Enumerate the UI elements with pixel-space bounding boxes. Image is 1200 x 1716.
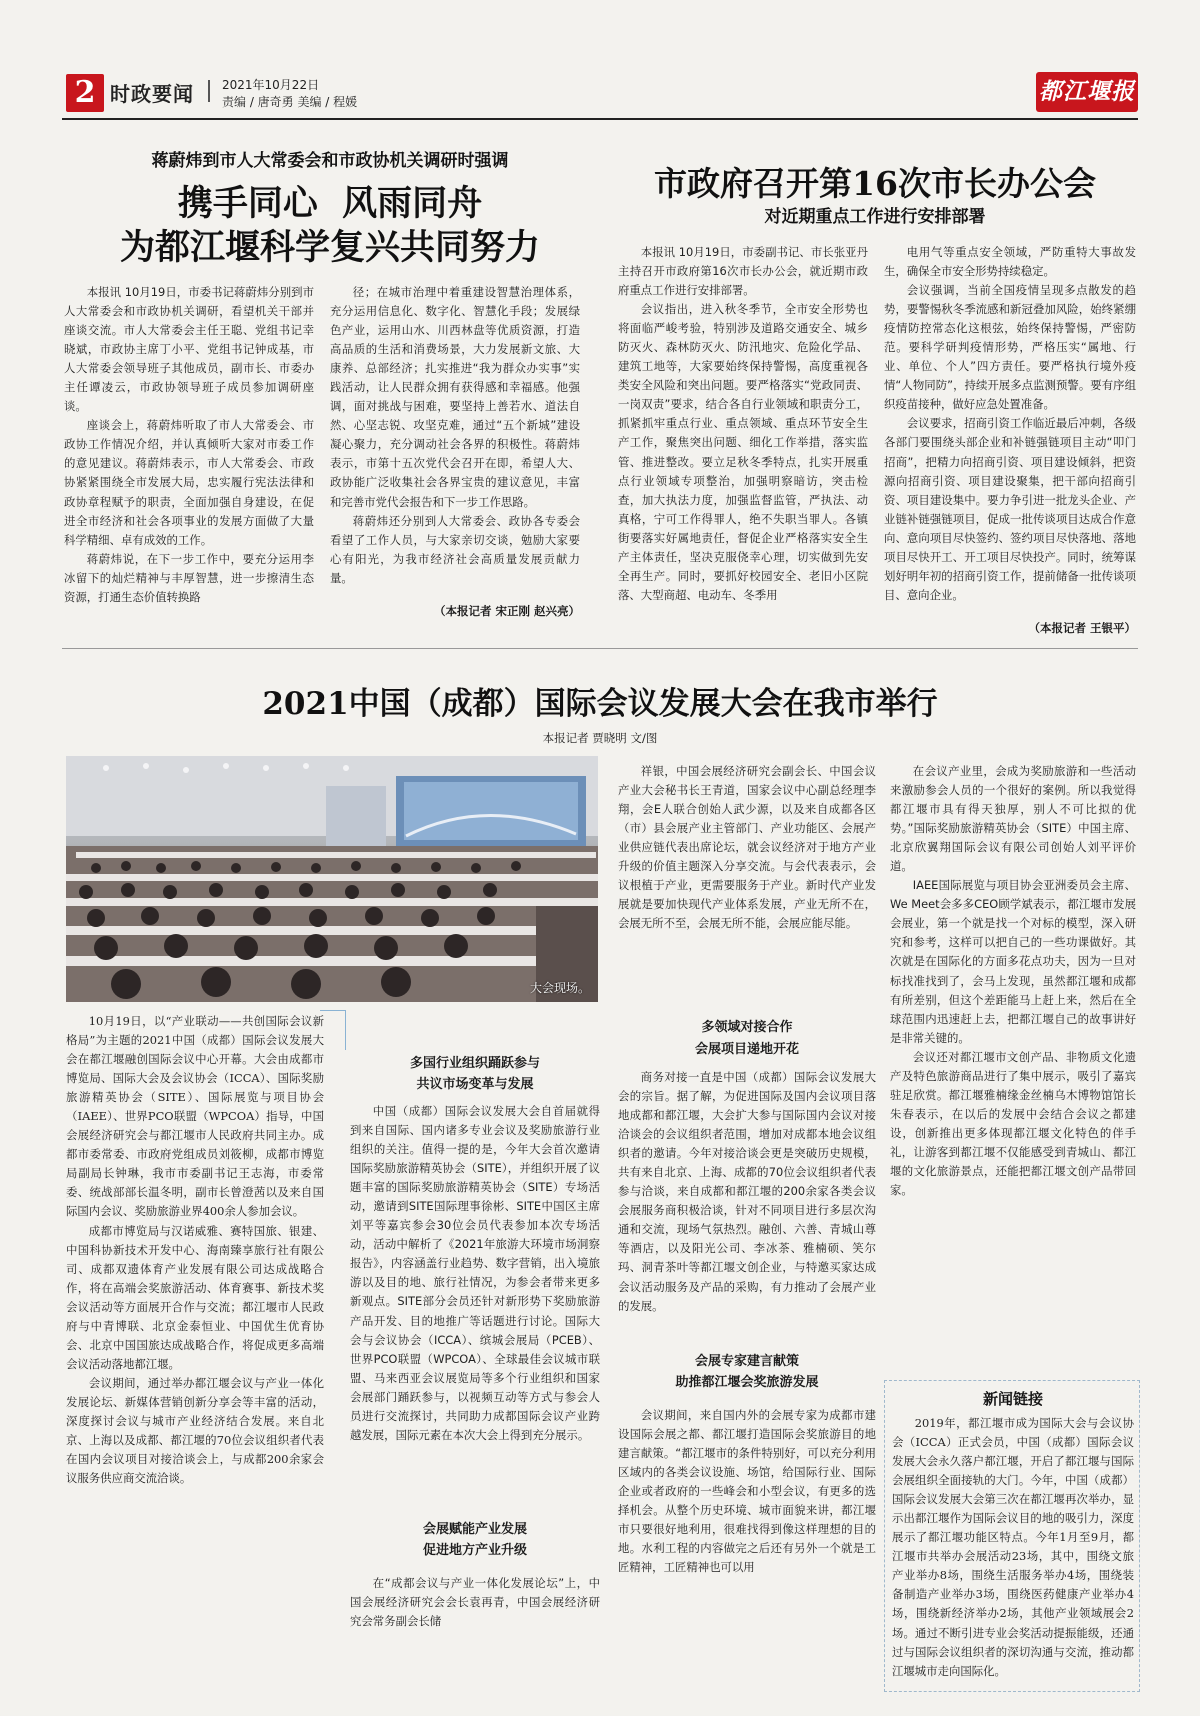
news-link-body (892, 1414, 1134, 1686)
col3c-subtitle-line1: 会展专家建言献策 (694, 1354, 799, 1369)
paragraph: 祥银，中国会展经济研究会副会长、中国会议产业大会秘书长王青道，国家会议中心副总经理李翔，会E人联合创始人武少源，以及来自成都各区（市）县会展产业主管部门、产业功能区、会展产业供应链代表出席论坛，就会议经济对于地方产业升级的价值主题深入分享交流。与会代表表示，会议根植于产业，更需要服务于产业。新时代产业发展就是要加快现代产业体系发展，产业无所不在，会展无所不至，会展无所不能，会展应能尽能。 (618, 764, 876, 931)
photo-caption: 大会现场。 (529, 981, 590, 995)
article1-kicker: 蒋蔚炜到市人大常委会和市政协机关调研时强调 (151, 151, 509, 171)
paragraph: 会议指出，进入秋冬季节，全市安全形势也将面临严峻考验，特别涉及道路交通安全、城乡防灭火、森林防灭火、防汛地灾、危险化学品、建筑工地等，大家要始终保持警惕，高度重视各类安全风险和突出问题。要严格落实“党政同责、一岗双责”要求，结合各自行业领域和职责分工，抓紧抓牢重点行业、重点领域、重点环节安全生产工作，聚焦突出问题、细化工作举措，落实监管、推进整改。要立足秋冬季特点，扎实开展重点行业领域专项整治，加强明察暗访，突击检查，加大执法力度，加强监督监管，严执法、动真格，宁可工作得罪人，绝不失职当罪人。各镇街要落实好属地责任，督促企业严格落实安全生产主体责任，坚决克服侥幸心理，切实做到先安全再生产。同时，要抓好校园安全、老旧小区院落、大型商超、电动车、冬季用 (618, 302, 868, 602)
section-title: 时政要闻 (110, 82, 194, 106)
article1-column2 (330, 283, 580, 603)
article1-headline-line1: 携手同心 风雨同舟 (177, 183, 483, 224)
paragraph: 商务对接一直是中国（成都）国际会议发展大会的宗旨。据了解，为促进国际及国内会议项目落地成都和都江堰，大会扩大参与国际国内会议对接洽谈会的会议组织者范围，增加对成都本地会议组织者的邀请。今年对接洽谈会更是突破历史规模，共有来自北京、上海、成都的70位会议组织者代表参与洽谈，来自成都和都江堰的200余家各类会议会展服务商积极洽谈，针对不同项目进行多层次沟通和交流，现场气氛热烈。融创、六善、青城山尊等酒店，以及阳光公司、李冰茶、雅楠硕、笑尔玛、洞青茶叶等都江堰文创企业，与特邀买家达成会议活动服务及产品的采购，有力推动了会展产业的发展。 (618, 1070, 876, 1313)
paragraph: 10月19日，以“产业联动——共创国际会议新格局”为主题的2021中国（成都）国际会议发展大会在都江堰融创国际会议中心开幕。大会由成都市博览局、国际大会及会议协会（ICCA）、国际奖励旅游精英协会（SITE）、国际展览与项目协会（IAEE）、世界PCO联盟（WPCOA）指导，中国会展经济研究会与都江堰市人民政府共同主办。成都市委常委、市政府党组成员刘筱柳，成都市博览局副局长钟琳，我市市委副书记王志海，市委常委、统战部部长温冬明，副市长曾澄茜以及来自国际国内会议、奖励旅游业界400余人参加会议。 (66, 1014, 324, 1219)
col3b-body (618, 1068, 876, 1332)
paragraph: 本报讯 10月19日，市委副书记、市长张亚丹主持召开市政府第16次市长办公会，就近期市政府重点工作进行安排部署。 (618, 245, 868, 298)
col3b-subtitle-line2: 会展项目递地开花 (694, 1042, 799, 1057)
paragraph: 中国（成都）国际会议发展大会自首届就得到来自国际、国内诸多专业会议及奖励旅游行业组织的关注。值得一提的是，今年大会首次邀请国际奖励旅游精英协会（SITE），并组织开展了议题丰富的国际奖励旅游精英协会（SITE）专场活动，邀请到SITE国际理事徐彬、SITE中国区主席刘平等嘉宾参会30位会员代表参加本次专场活动，活动中解析了《2021年旅游大环境市场洞察报告》，内容涵盖行业趋势、数字营销，出入境旅游以及目的地、旅行社情况，为参会者带来更多新观点。SITE部分会员还针对新形势下奖励旅游产品开发、目的地推广等话题进行讨论。国际大会与会议协会（ICCA）、缤城会展局（PCEB）、世界PCO联盟（WPCOA）、全球最佳会议城市联盟、马来西亚会议展览局等多个行业组织和国家会展部门踊跃参与，以视频互动等方式与参会人员进行交流探讨，共同助力成都国际会议产业跨越发展，国际元素在本次大会上得到充分展示。 (350, 1104, 600, 1442)
article2-subheadline: 对近期重点工作进行安排部署 (764, 207, 986, 227)
paragraph: 会议期间，来自国内外的会展专家为成都市建设国际会展之都、都江堰打造国际会奖旅游目的地建言献策。“都江堰市的条件特别好，可以充分利用区域内的各类会议设施、场馆，给国际行业、国际企业或者政府的一些峰会和小型会议，有更多的选择机会。从整个历史环境、城市面貌来讲，都江堰市只要很好地利用，很难找得到像这样理想的目的地。水利工程的内容做完之后还有另外一个就是工匠精神，工匠精神也可以用 (618, 1408, 876, 1575)
masthead (62, 72, 1138, 114)
masthead-rule (62, 118, 1138, 120)
mid1-body (350, 1102, 600, 1500)
col3c-subtitle-line2: 助推都江堰会奖旅游发展 (675, 1375, 819, 1390)
paragraph: 在“成都会议与产业一体化发展论坛”上，中国会展经济研究会会长袁再青，中国会展经济研究会常务副会长储 (350, 1576, 600, 1629)
col3b-subtitle-line1: 多领域对接合作 (701, 1020, 793, 1035)
article2-headline: 市政府召开第16次市长办公会 (654, 164, 1096, 203)
paragraph: 本报讯 10月19日，市委书记蒋蔚炜分别到市人大常委会和市政协机关调研，看望机关干部并座谈交流。市人大常委会主任王聪、党组书记幸晓斌，市政协主席丁小平、党组书记钟成基，市人大常委会领导班子其他成员，副市长、市委办主任谭凌云，市政协领导班子成员参加调研座谈。 (64, 285, 314, 414)
article1-byline: （本报记者 宋正刚 赵兴亮） (433, 604, 580, 618)
col4-body (890, 762, 1136, 1382)
article1-column1 (64, 283, 314, 619)
mid2-subtitle-line1: 会展赋能产业发展 (422, 1522, 527, 1537)
paragraph: 会议期间，通过举办都江堰会议与产业一体化发展论坛、新媒体营销创新分享会等丰富的活动，深度探讨会议与城市产业经济结合发展。来自北京、上海以及成都、都江堰的70位会议组织者代表在国内会议项目对接洽谈会上，与成都200余家会议服务供应商交流洽谈。 (66, 1375, 324, 1486)
article2-byline: （本报记者 王银平） (1028, 621, 1136, 635)
paragraph: IAEE国际展览与项目协会亚洲委员会主席、We Meet会多多CEO顾学斌表示，都江堰市发展会展业，第一个就是找一个对标的模型，深入研究和参考，这样可以把自己的一些功课做好。其次就是在国际化的方面多花点功夫，因为一旦对标找准找到了，会马上发现，虽然都江堰和成都有所差别，但这个差距能马上赶上来，然后在全球范围内迅速赶上去，把都江堰自己的故事讲好是非常关键的。 (890, 878, 1136, 1045)
paragraph: 蒋蔚炜说，在下一步工作中，要充分运用李冰留下的灿烂精神与丰厚智慧，进一步擦清生态资源，打通生态价值转换路 (64, 551, 314, 604)
paragraph: 在会议产业里，会成为奖励旅游和一些活动来激励参会人员的一个很好的案例。所以我觉得都江堰市具有得天独厚，别人不可比拟的优势。”国际奖励旅游精英协会（SITE）中国主席、北京欣翼翔国际会议有限公司创始人刘平评价道。 (890, 764, 1136, 874)
col3-body-top (618, 762, 876, 1008)
paragraph: 2019年，都江堰市成为国际大会与会议协会（ICCA）正式会员，中国（成都）国际会议发展大会永久落户都江堰，开启了都江堰与国际会展组织全面接轨的大门。今年，中国（成都）国际会议发展大会第三次在都江堰再次举办，显示出都江堰作为国际会议目的地的吸引力，深度展示了都江堰功能区特点。今年1月至9月，都江堰市共举办会展活动23场，其中，围绕文旅产业举办8场，围绕生活服务举办4场，围绕装备制造产业举办3场，围绕医药健康产业举办4场，围绕新经济举办2场，其他产业领域展会2场。通过不断引进专业会奖活动提振能级，还通过与国际会议组织者的深切沟通与交流，推动都江堰城市走向国际化。 (892, 1416, 1134, 1678)
editor-line: 责编 / 唐奇勇 美编 / 程媛 (222, 95, 358, 109)
conference-photo (66, 756, 598, 1002)
col3c-body (618, 1406, 876, 1618)
article3-byline: 本报记者 贾晓明 文/图 (542, 731, 658, 745)
section-divider (62, 648, 1138, 649)
mid2-subtitle-line2: 促进地方产业升级 (422, 1543, 527, 1558)
paragraph: 座谈会上，蒋蔚炜听取了市人大常委会、市政协工作情况介绍，并认真倾听大家对市委工作的意见建议。蒋蔚炜表示，市人大常委会、市政协紧紧围绕全市发展大局，忠实履行宪法法律和政协章程赋予的职责，全面加强自身建设，在促进全市经济和社会各项事业的发展方面做了大量科学精细、卓有成效的工作。 (64, 418, 314, 547)
paragraph: 电用气等重点安全领域，严防重特大事故发生，确保全市安全形势持续稳定。 (884, 245, 1136, 279)
paragraph: 径；在城市治理中着重建设智慧治理体系，充分运用信息化、数字化、智慧化手段；发展绿色产业，运用山水、川西林盘等优质资源，打造高品质的生活和消费场景，大力发展新文旅、大康养、总部经济；扎实推进“我为群众办实事”实践活动，让人民群众拥有获得感和幸福感。他强调，面对挑战与困难，要坚持上善若水、道法自然、心坚志锐、攻坚克难，通过“五个新城”建设凝心聚力，充分调动社会各界的积极性。蒋蔚炜表示，市第十五次党代会召开在即，希望人大、政协能广泛收集社会各界宝贵的建议意见，丰富和完善市党代会报告和下一步工作思路。 (330, 285, 580, 509)
article1-headline-line2: 为都江堰科学复兴共同努力 (119, 227, 540, 268)
paragraph: 会议还对都江堰市文创产品、非物质文化遗产及特色旅游商品进行了集中展示，吸引了嘉宾驻足欣赏。都江堰雅楠缘金丝楠乌木博物馆馆长朱春表示，在以后的发展中会结合会议之都建设，创新推出更多体现都江堰文化特色的伴手礼，让游客到都江堰不仅能感受到青城山、都江堰的文化旅游景点，还能把都江堰文创产品带回家。 (890, 1049, 1136, 1198)
divider (208, 80, 210, 102)
article2-column2 (884, 243, 1136, 621)
decorative-bracket (320, 1010, 346, 1050)
issue-date: 2021年10月22日 (222, 78, 320, 92)
article2-column1 (618, 243, 868, 635)
paragraph: 会议要求，招商引资工作临近最后冲刺，各级各部门要围绕头部企业和补链强链项目主动“叩门招商”，把精力向招商引资、项目建设倾斜，把资源向招商引资、项目建设聚集，把干部向招商引资、项目建设集中。要力争引进一批龙头企业、产业链补链强链项目，促成一批传谈项目达成合作意向、意向项目尽快签约、签约项目尽快落地、落地项目尽快开工、开工项目尽快投产。同时，统筹谋划好明年初的招商引资工作，提前储备一批传谈项目、意向企业。 (884, 416, 1136, 602)
article3-headline: 2021中国（成都）国际会议发展大会在我市举行 (262, 686, 938, 722)
mid2-body (350, 1574, 600, 1634)
mid1-subtitle-line2: 共议市场变革与发展 (416, 1077, 534, 1092)
article3-lead (66, 1012, 324, 1688)
page-number-badge: 2 (66, 74, 104, 112)
conference-hall-illustration (66, 756, 598, 1002)
news-link-title: 新闻链接 (982, 1390, 1043, 1408)
paragraph: 蒋蔚炜还分别到人大常委会、政协各专委会看望了工作人员，与大家亲切交谈，勉励大家要心有阳光，为我市经济社会高质量发展贡献力量。 (330, 513, 580, 585)
paragraph: 成都市博览局与汉诺威雅、赛特国旅、银建、中国科协新技术开发中心、海南臻享旅行社有限公司、成都双遗体育产业发展有限公司达成战略合作，将在高端会奖旅游活动、体育赛事、新技术奖会议活动等方面展开合作与交流；都江堰市人民政府与中青博联、北京金泰恒业、中国优生优育协会、北京中国国旅达成战略合作，将促成更多高端会议活动落地都江堰。 (66, 1223, 324, 1371)
mid1-subtitle-line1: 多国行业组织踊跃参与 (409, 1056, 540, 1071)
paper-logo: 都江堰报 (1036, 72, 1138, 112)
paragraph: 会议强调，当前全国疫情呈现多点散发的趋势，要警惕秋冬季流感和新冠叠加风险，始终紧绷疫情防控常态化这根弦，始终保持警惕，严密防范。要科学研判疫情形势，严格压实“属地、行业、单位、个人”四方责任。要严格执行境外疫情“人物同防”，持续开展多点监测预警。要有序组织疫苗接种，做好应急处置准备。 (884, 283, 1136, 412)
